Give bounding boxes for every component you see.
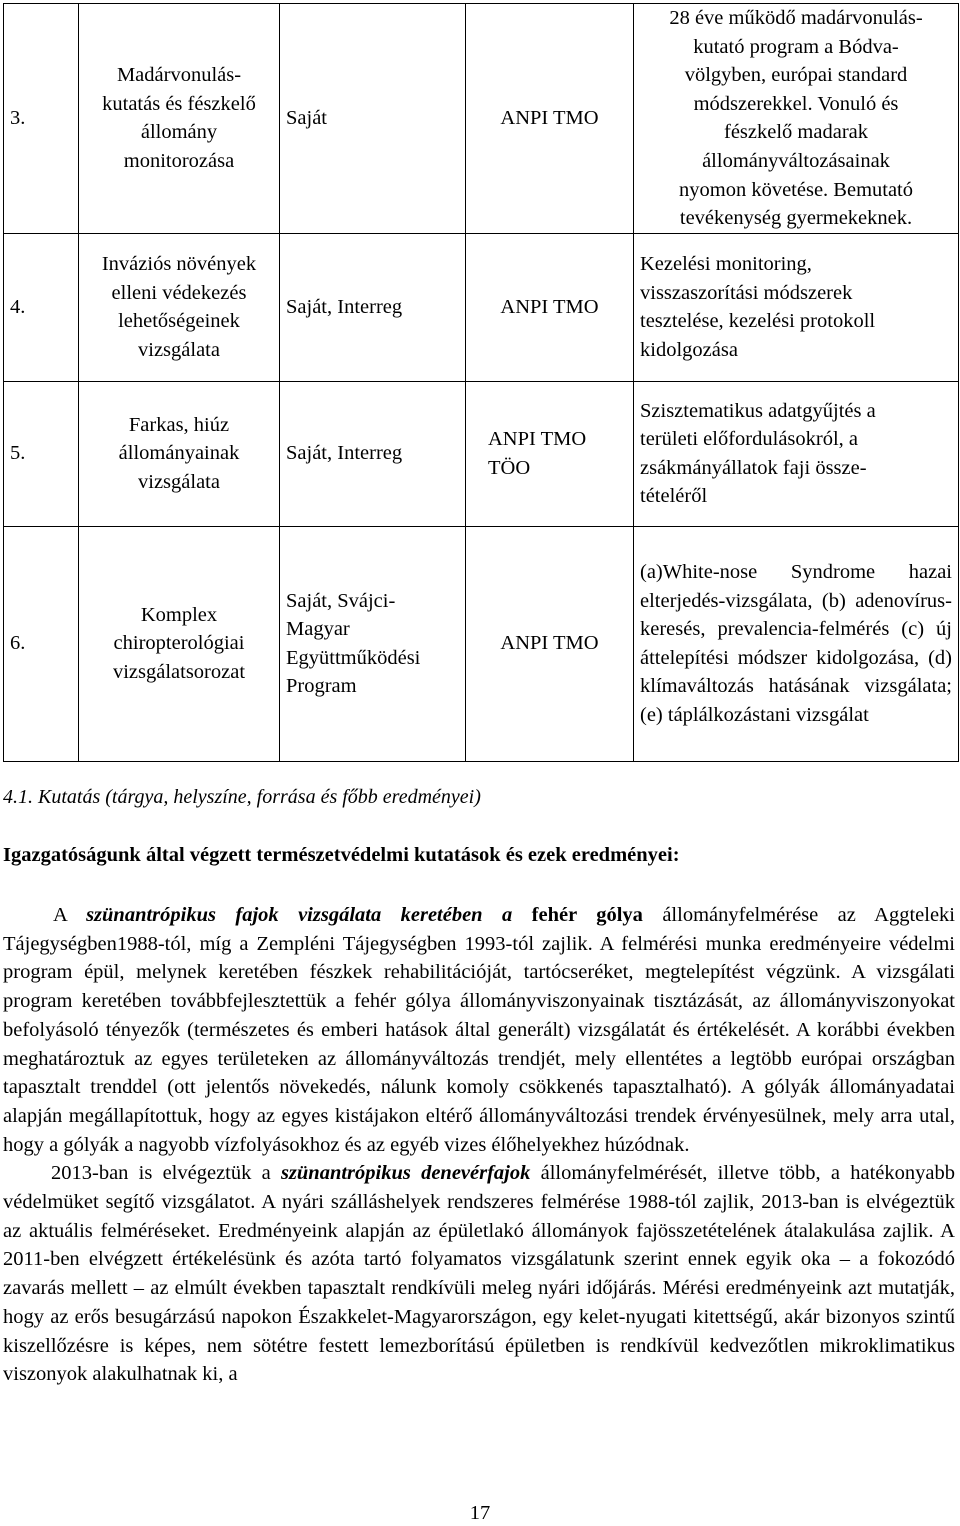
page-number: 17 — [469, 1502, 491, 1524]
text-run: állományfelmérését, illetve több, a hatékonyabb védelmüket segítő vizsgálatot. A nyári szálláshelyek rendszeres felmérése 1988-tól zajlik, 2013-ban is elvégeztük az aktuális felméréseket. Eredményeink alapján az épületlakó állományok fajösszetételének átalakulása zajlik. A 2011-ben elvégzett értékelésünk és azóta tartó folyamatos vizsgálatunk szerint ennek egyik oka – a fokozódó zavarás mellett – az elmúlt években tapasztalt rendkívüli meleg nyári időjárás. Mérési eredményeink azt mutatják, hogy az erős besugárzású napokon Északkelet-Magyarországon, egy kelet-nyugati kitettségű, akár bizonyos szintű kiszellőzésre is képes, nem sötétre festett lemezborítású épületben is rendkívül kedvezőtlen mikroklimatikus viszonyok alakulhatnak ki, a — [3, 1162, 955, 1386]
project-title: Farkas, hiúz állományainak vizsgálata — [79, 381, 280, 526]
responsible-unit: ANPI TMO TÖO — [466, 381, 634, 526]
row-number: 5. — [4, 381, 79, 526]
text-run: 2013-ban is elvégeztük a — [51, 1162, 281, 1185]
section-heading — [3, 783, 481, 811]
funding-source: Saját, Interreg — [280, 381, 466, 526]
table-row — [4, 381, 959, 526]
project-description: Kezelési monitoring, visszaszorítási módszerek tesztelése, kezelési protokoll kidolgozása — [634, 233, 959, 381]
text-run: A — [53, 904, 87, 926]
funding-source: Saját, Interreg — [280, 233, 466, 381]
project-title: Inváziós növények elleni védekezés lehetőségeinek vizsgálata — [79, 233, 280, 381]
section-title: Kutatás (tárgya, helyszíne, forrása és főbb eredményei) — [38, 786, 481, 808]
responsible-unit: ANPI TMO — [466, 526, 634, 761]
funding-source: Saját — [280, 4, 466, 234]
research-heading: Igazgatóságunk által végzett természetvédelmi kutatások és ezek eredményei: — [3, 844, 680, 866]
emphasis-text: szünantrópikus fajok vizsgálata keretében a — [86, 904, 513, 926]
project-description: 28 éve működő madárvonulás- kutató program a Bódva- völgyben, európai standard módszerekkel. Vonuló és fészkelő madarak állományváltozásainak nyomon követése. Bemutató tevékenység gyermekeknek. — [634, 4, 959, 234]
section-number: 4.1. — [3, 786, 33, 808]
funding-source: Saját, Svájci- Magyar Együttműködési Program — [280, 526, 466, 761]
table-row — [4, 4, 959, 234]
project-description: (a)White-nose Syndrome hazai elterjedés-vizsgálata, (b) adenovírus-keresés, prevalencia-felmérés (c) új áttelepítési módszer kidolgozása, (d) klímaváltozás hatásának vizsgálata; (e) táplálkozástani vizsgálat — [634, 526, 959, 761]
paragraph-white-stork — [3, 901, 955, 1159]
text-run — [512, 904, 531, 926]
row-number: 4. — [4, 233, 79, 381]
emphasis-text: szünantrópikus denevérfajok — [280, 1162, 531, 1185]
row-number: 3. — [4, 4, 79, 234]
row-number: 6. — [4, 526, 79, 761]
body-text — [3, 901, 955, 1389]
project-description: Szisztematikus adatgyűjtés a területi előfordulásokról, a zsákmányállatok faji össze- tételéről — [634, 381, 959, 526]
responsible-unit: ANPI TMO — [466, 4, 634, 234]
table-row — [4, 526, 959, 761]
project-title: Komplex chiropterológiai vizsgálatsorozat — [79, 526, 280, 761]
projects-table — [3, 3, 959, 762]
paragraph-bats — [3, 1159, 955, 1389]
project-title: Madárvonulás- kutatás és fészkelő állomány monitorozása — [79, 4, 280, 234]
bold-text: fehér gólya — [531, 904, 643, 926]
table-row — [4, 233, 959, 381]
text-run: állományfelmérése az Aggteleki Tájegységben1988-tól, míg a Zempléni Tájegységben 1993-tól zajlik. A felmérési munka eredményeire védelmi program épül, melynek keretében fészkek rehabilitációját, tartócseréket, megtelepítést végzünk. A vizsgálati program keretében továbbfejlesztettük a fehér gólya állományviszonyainak tisztázását, az állományviszonyokat befolyásoló tényezők (természetes és emberi hatások által generált) vizsgálatát és értékelését. A korábbi években meghatároztuk az egyes területeken az állományváltozás trendjét, mely ellentétes a legtöbb európai országban tapasztalt trenddel (ott jelentős növekedés, nálunk komoly csökkenés tapasztalható). A gólyák állományadatai alapján megállapítottuk, hogy az egyes kistájakon eltérő állományváltozási trendek érvényesülnek, mely arra utal, hogy a gólyák a nagyobb vízfolyásokhoz és az egyéb vizes élőhelyekhez húzódnak. — [3, 904, 955, 1156]
responsible-unit: ANPI TMO — [466, 233, 634, 381]
